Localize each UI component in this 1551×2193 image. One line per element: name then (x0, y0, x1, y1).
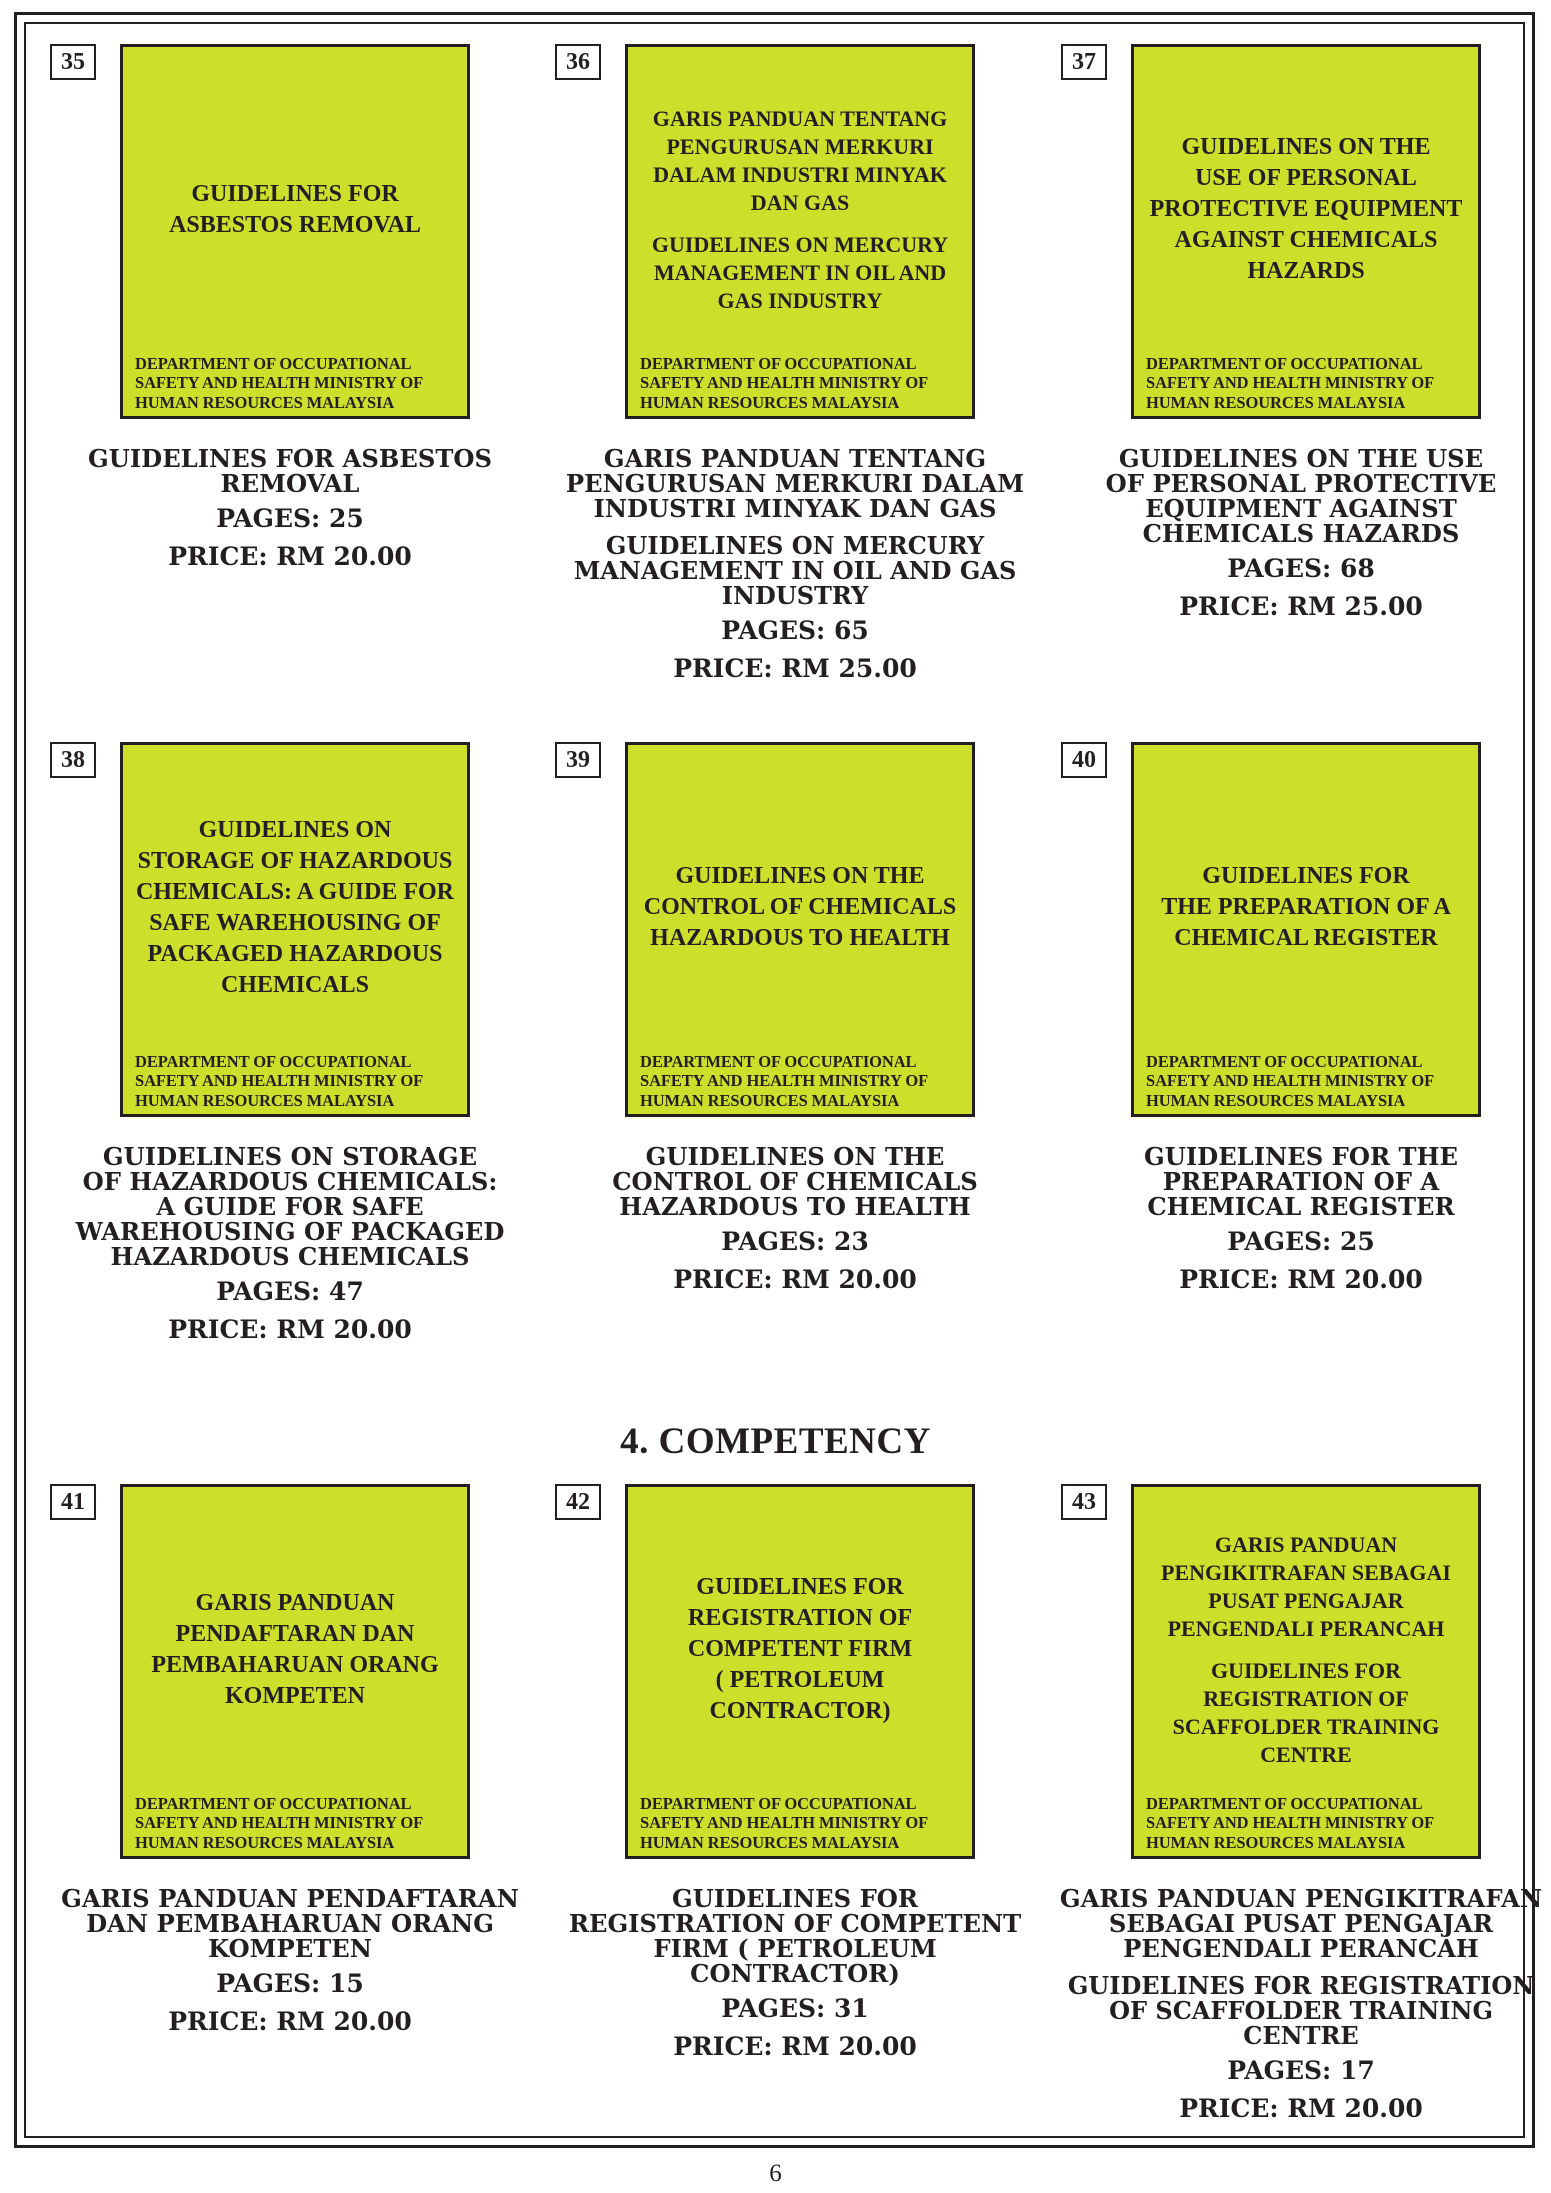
caption-price: PRICE: RM 25.00 (673, 654, 917, 683)
catalog-item (525, 14, 1025, 714)
caption-subtitle: GUIDELINES ON MERCURY MANAGEMENT IN OIL AND GAS INDUSTRY (573, 531, 1017, 610)
cover-subtitle: GUIDELINES FOR REGISTRATION OF SCAFFOLDER TRAINING CENTRE (1172, 1657, 1440, 1767)
cover-title: GUIDELINES FOR ASBESTOS REMOVAL (169, 180, 421, 238)
catalog-row-2 (0, 712, 1551, 1412)
caption-pages: PAGES: 25 (1227, 1227, 1375, 1256)
caption-title: GUIDELINES FOR ASBESTOS REMOVAL (87, 444, 492, 498)
cover-publisher: DEPARTMENT OF OCCUPATIONAL SAFETY AND HEALTH MINISTRY OF HUMAN RESOURCES MALAYSIA (135, 353, 424, 412)
cover-publisher: DEPARTMENT OF OCCUPATIONAL SAFETY AND HEALTH MINISTRY OF HUMAN RESOURCES MALAYSIA (1146, 1793, 1435, 1852)
item-caption (525, 1886, 1065, 2062)
item-caption (1031, 1144, 1551, 1295)
cover-publisher: DEPARTMENT OF OCCUPATIONAL SAFETY AND HEALTH MINISTRY OF HUMAN RESOURCES MALAYSIA (640, 353, 929, 412)
caption-title: GUIDELINES ON THE CONTROL OF CHEMICALS HAZARDOUS TO HEALTH (612, 1142, 978, 1221)
page-number: 6 (769, 2160, 782, 2187)
caption-pages: PAGES: 25 (216, 504, 364, 533)
cover-title: GUIDELINES ON THE USE OF PERSONAL PROTECTIVE EQUIPMENT AGAINST CHEMICALS HAZARDS (1149, 134, 1463, 284)
book-cover[interactable] (625, 742, 975, 1117)
cover-title: GUIDELINES ON THE CONTROL OF CHEMICALS HAZARDOUS TO HEALTH (643, 863, 957, 951)
caption-pages: PAGES: 31 (721, 1994, 869, 2023)
item-caption (20, 1886, 560, 2037)
cover-publisher: DEPARTMENT OF OCCUPATIONAL SAFETY AND HEALTH MINISTRY OF HUMAN RESOURCES MALAYSIA (135, 1793, 424, 1852)
book-cover[interactable] (120, 44, 470, 419)
catalog-item (1031, 14, 1531, 714)
item-caption (20, 1144, 560, 1345)
item-number: 43 (1061, 1484, 1107, 1520)
item-caption (1031, 446, 1551, 622)
caption-title: GARIS PANDUAN PENGIKITRAFAN SEBAGAI PUSAT PENGAJAR PENGENDALI PERANCAH (1059, 1884, 1543, 1963)
item-caption (525, 1144, 1065, 1295)
cover-title: GARIS PANDUAN PENGIKITRAFAN SEBAGAI PUSAT PENGAJAR PENGENDALI PERANCAH (1161, 1531, 1451, 1641)
catalog-item (20, 1454, 520, 2154)
catalog-row-1 (0, 14, 1551, 714)
item-number: 39 (555, 742, 601, 778)
caption-pages: PAGES: 68 (1227, 554, 1375, 583)
book-cover[interactable] (1131, 44, 1481, 419)
section-heading: 4. COMPETENCY (620, 1421, 931, 1462)
item-number: 37 (1061, 44, 1107, 80)
cover-subtitle: GUIDELINES ON MERCURY MANAGEMENT IN OIL AND GAS INDUSTRY (651, 231, 949, 313)
caption-price: PRICE: RM 25.00 (1179, 592, 1423, 621)
caption-title: GUIDELINES ON THE USE OF PERSONAL PROTECTIVE EQUIPMENT AGAINST CHEMICALS HAZARDS (1105, 444, 1497, 548)
book-cover[interactable] (1131, 1484, 1481, 1859)
catalog-item (525, 1454, 1025, 2154)
caption-pages: PAGES: 65 (721, 616, 869, 645)
cover-title: GUIDELINES FOR REGISTRATION OF COMPETENT FIRM ( PETROLEUM CONTRACTOR) (687, 1574, 913, 1724)
item-number: 42 (555, 1484, 601, 1520)
item-caption (1031, 1886, 1551, 2124)
catalog-row-3 (0, 1454, 1551, 2154)
caption-subtitle: GUIDELINES FOR REGISTRATION OF SCAFFOLDER TRAINING CENTRE (1067, 1971, 1535, 2050)
caption-price: PRICE: RM 20.00 (1179, 2094, 1423, 2123)
caption-price: PRICE: RM 20.00 (673, 1265, 917, 1294)
book-cover[interactable] (625, 44, 975, 419)
book-cover[interactable] (120, 1484, 470, 1859)
caption-title: GARIS PANDUAN TENTANG PENGURUSAN MERKURI DALAM INDUSTRI MINYAK DAN GAS (565, 444, 1025, 523)
book-cover[interactable] (120, 742, 470, 1117)
caption-pages: PAGES: 23 (721, 1227, 869, 1256)
cover-publisher: DEPARTMENT OF OCCUPATIONAL SAFETY AND HEALTH MINISTRY OF HUMAN RESOURCES MALAYSIA (1146, 1051, 1435, 1110)
cover-title: GUIDELINES FOR THE PREPARATION OF A CHEMICAL REGISTER (1161, 863, 1451, 951)
caption-price: PRICE: RM 20.00 (168, 2007, 412, 2036)
catalog-item (1031, 1454, 1543, 2154)
cover-publisher: DEPARTMENT OF OCCUPATIONAL SAFETY AND HEALTH MINISTRY OF HUMAN RESOURCES MALAYSIA (1146, 353, 1435, 412)
cover-title: GUIDELINES ON STORAGE OF HAZARDOUS CHEMICALS: A GUIDE FOR SAFE WAREHOUSING OF PACKAGED HAZARDOUS CHEMICALS (135, 816, 455, 998)
item-number: 38 (50, 742, 96, 778)
cover-publisher: DEPARTMENT OF OCCUPATIONAL SAFETY AND HEALTH MINISTRY OF HUMAN RESOURCES MALAYSIA (135, 1051, 424, 1110)
item-number: 40 (1061, 742, 1107, 778)
catalog-item (20, 712, 520, 1412)
caption-pages: PAGES: 17 (1227, 2056, 1375, 2085)
item-caption (20, 446, 560, 572)
item-number: 35 (50, 44, 96, 80)
caption-price: PRICE: RM 20.00 (1179, 1265, 1423, 1294)
book-cover[interactable] (1131, 742, 1481, 1117)
caption-title: GARIS PANDUAN PENDAFTARAN DAN PEMBAHARUAN ORANG KOMPETEN (61, 1884, 519, 1963)
caption-title: GUIDELINES FOR THE PREPARATION OF A CHEMICAL REGISTER (1144, 1142, 1458, 1221)
caption-pages: PAGES: 47 (216, 1277, 364, 1306)
cover-publisher: DEPARTMENT OF OCCUPATIONAL SAFETY AND HEALTH MINISTRY OF HUMAN RESOURCES MALAYSIA (640, 1051, 929, 1110)
caption-pages: PAGES: 15 (216, 1969, 364, 1998)
item-caption (525, 446, 1065, 684)
caption-title: GUIDELINES FOR REGISTRATION OF COMPETENT FIRM ( PETROLEUM CONTRACTOR) (568, 1884, 1022, 1988)
book-cover[interactable] (625, 1484, 975, 1859)
caption-price: PRICE: RM 20.00 (168, 542, 412, 571)
cover-publisher: DEPARTMENT OF OCCUPATIONAL SAFETY AND HEALTH MINISTRY OF HUMAN RESOURCES MALAYSIA (640, 1793, 929, 1852)
caption-price: PRICE: RM 20.00 (673, 2032, 917, 2061)
caption-title: GUIDELINES ON STORAGE OF HAZARDOUS CHEMICALS: A GUIDE FOR SAFE WAREHOUSING OF PACKAGED HAZARDOUS CHEMICALS (75, 1142, 505, 1271)
catalog-item (525, 712, 1025, 1412)
item-number: 36 (555, 44, 601, 80)
catalog-item (1031, 712, 1531, 1412)
cover-title: GARIS PANDUAN TENTANG PENGURUSAN MERKURI DALAM INDUSTRI MINYAK DAN GAS (652, 105, 948, 215)
item-number: 41 (50, 1484, 96, 1520)
cover-title: GARIS PANDUAN PENDAFTARAN DAN PEMBAHARUAN ORANG KOMPETEN (151, 1589, 439, 1709)
catalog-item (20, 14, 520, 714)
caption-price: PRICE: RM 20.00 (168, 1315, 412, 1344)
